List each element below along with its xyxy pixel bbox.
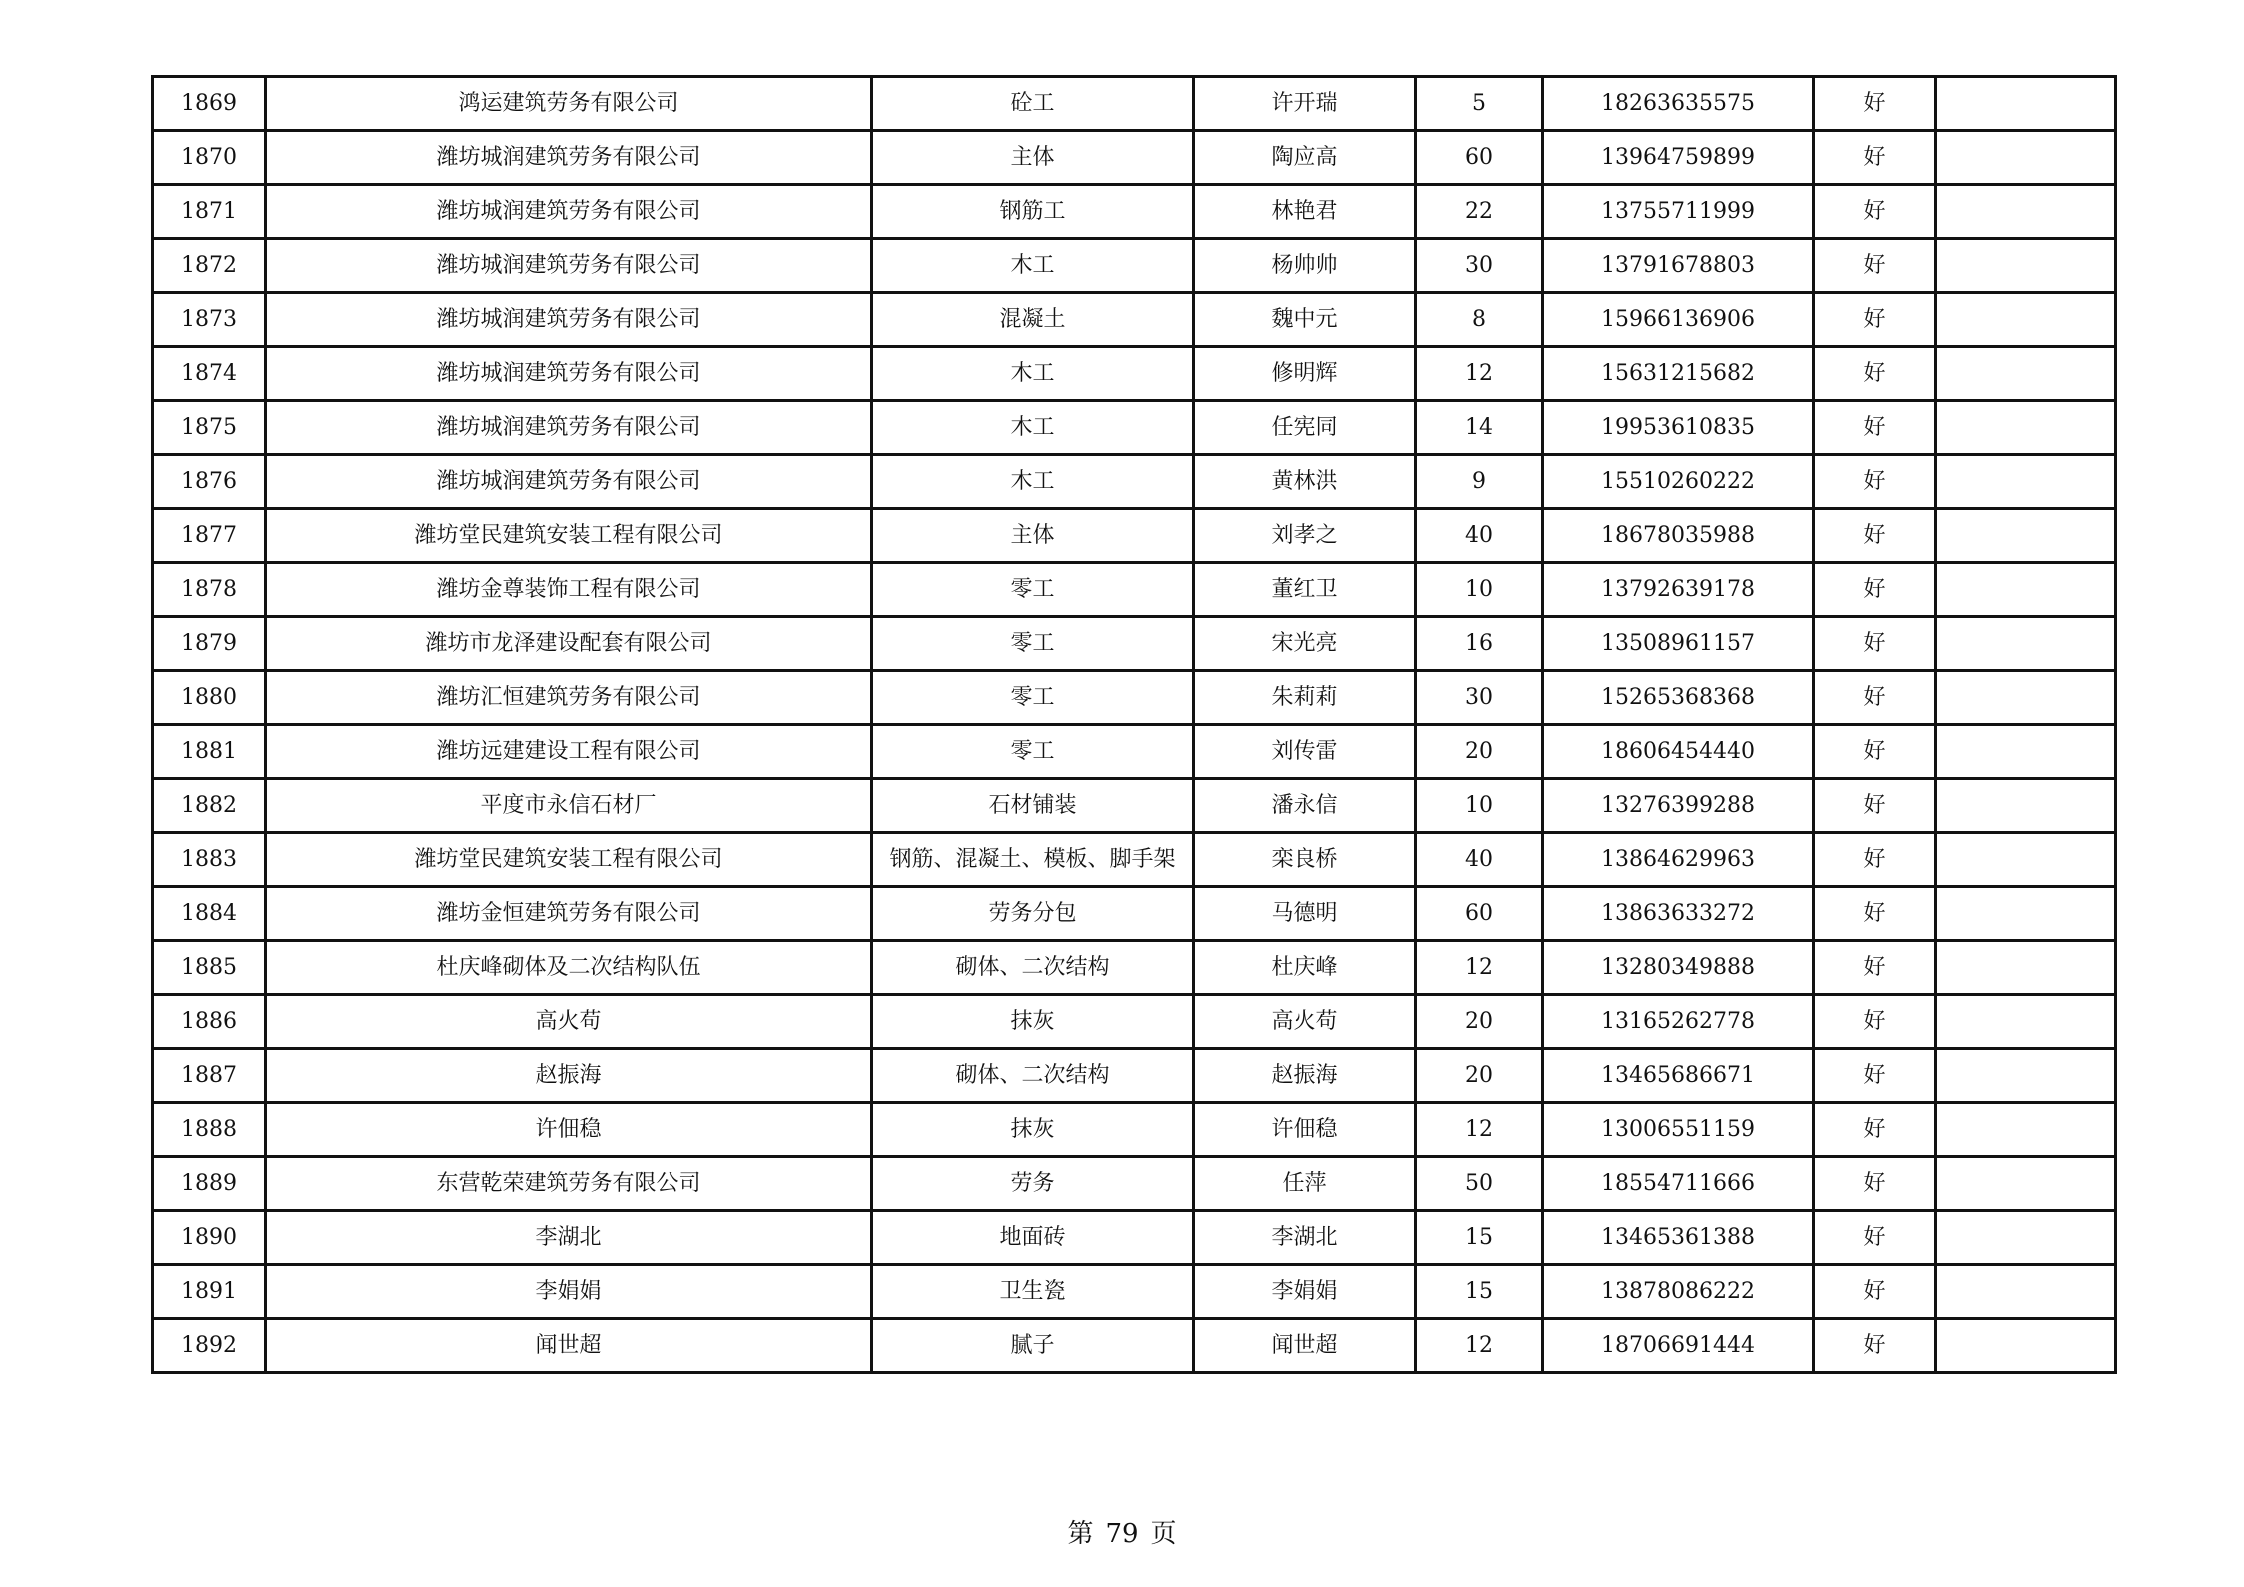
- headcount-cell: 40: [1416, 833, 1543, 887]
- contact-cell: 李娟娟: [1194, 1265, 1416, 1319]
- row-number-cell: 1875: [153, 401, 266, 455]
- row-number-cell: 1881: [153, 725, 266, 779]
- contact-cell: 马德明: [1194, 887, 1416, 941]
- rating-cell: 好: [1814, 833, 1936, 887]
- trade-cell: 零工: [872, 617, 1194, 671]
- headcount-cell: 16: [1416, 617, 1543, 671]
- rating-cell: 好: [1814, 455, 1936, 509]
- headcount-cell: 22: [1416, 185, 1543, 239]
- row-number-cell: 1880: [153, 671, 266, 725]
- company-cell: 高火苟: [266, 995, 872, 1049]
- table-row: [153, 833, 2116, 887]
- trade-cell: 砼工: [872, 77, 1194, 131]
- phone-cell: 13792639178: [1543, 563, 1814, 617]
- headcount-cell: 30: [1416, 239, 1543, 293]
- row-number-cell: 1876: [153, 455, 266, 509]
- company-cell: 潍坊汇恒建筑劳务有限公司: [266, 671, 872, 725]
- rating-cell: 好: [1814, 1265, 1936, 1319]
- row-number-cell: 1878: [153, 563, 266, 617]
- contact-cell: 闻世超: [1194, 1319, 1416, 1373]
- remark-cell: [1936, 1211, 2116, 1265]
- headcount-cell: 20: [1416, 725, 1543, 779]
- rating-cell: 好: [1814, 1157, 1936, 1211]
- headcount-cell: 50: [1416, 1157, 1543, 1211]
- rating-cell: 好: [1814, 617, 1936, 671]
- contact-cell: 任宪同: [1194, 401, 1416, 455]
- headcount-cell: 30: [1416, 671, 1543, 725]
- row-number-cell: 1889: [153, 1157, 266, 1211]
- rating-cell: 好: [1814, 887, 1936, 941]
- remark-cell: [1936, 347, 2116, 401]
- phone-cell: 19953610835: [1543, 401, 1814, 455]
- contact-cell: 宋光亮: [1194, 617, 1416, 671]
- company-cell: 东营乾荣建筑劳务有限公司: [266, 1157, 872, 1211]
- trade-cell: 木工: [872, 347, 1194, 401]
- contact-cell: 任萍: [1194, 1157, 1416, 1211]
- headcount-cell: 14: [1416, 401, 1543, 455]
- row-number-cell: 1869: [153, 77, 266, 131]
- contact-cell: 李湖北: [1194, 1211, 1416, 1265]
- row-number-cell: 1877: [153, 509, 266, 563]
- contact-cell: 魏中元: [1194, 293, 1416, 347]
- company-cell: 潍坊城润建筑劳务有限公司: [266, 401, 872, 455]
- page-number: [0, 1513, 2244, 1550]
- phone-cell: 13508961157: [1543, 617, 1814, 671]
- headcount-cell: 15: [1416, 1211, 1543, 1265]
- company-cell: 平度市永信石材厂: [266, 779, 872, 833]
- table-row: [153, 239, 2116, 293]
- row-number-cell: 1879: [153, 617, 266, 671]
- headcount-cell: 8: [1416, 293, 1543, 347]
- rating-cell: 好: [1814, 185, 1936, 239]
- remark-cell: [1936, 77, 2116, 131]
- phone-cell: 13964759899: [1543, 131, 1814, 185]
- headcount-cell: 12: [1416, 1319, 1543, 1373]
- phone-cell: 13280349888: [1543, 941, 1814, 995]
- table-row: [153, 185, 2116, 239]
- company-cell: 李娟娟: [266, 1265, 872, 1319]
- row-number-cell: 1874: [153, 347, 266, 401]
- headcount-cell: 12: [1416, 1103, 1543, 1157]
- rating-cell: 好: [1814, 563, 1936, 617]
- table-row: [153, 1319, 2116, 1373]
- contact-cell: 赵振海: [1194, 1049, 1416, 1103]
- phone-cell: 15510260222: [1543, 455, 1814, 509]
- trade-cell: 零工: [872, 725, 1194, 779]
- phone-cell: 13465361388: [1543, 1211, 1814, 1265]
- phone-cell: 18706691444: [1543, 1319, 1814, 1373]
- company-cell: 杜庆峰砌体及二次结构队伍: [266, 941, 872, 995]
- row-number-cell: 1885: [153, 941, 266, 995]
- contact-cell: 许佃稳: [1194, 1103, 1416, 1157]
- trade-cell: 主体: [872, 131, 1194, 185]
- company-cell: 潍坊城润建筑劳务有限公司: [266, 455, 872, 509]
- remark-cell: [1936, 941, 2116, 995]
- trade-cell: 混凝土: [872, 293, 1194, 347]
- table-row: [153, 563, 2116, 617]
- rating-cell: 好: [1814, 1103, 1936, 1157]
- row-number-cell: 1870: [153, 131, 266, 185]
- phone-cell: 15631215682: [1543, 347, 1814, 401]
- rating-cell: 好: [1814, 1319, 1936, 1373]
- row-number-cell: 1887: [153, 1049, 266, 1103]
- table-row: [153, 77, 2116, 131]
- company-cell: 潍坊城润建筑劳务有限公司: [266, 131, 872, 185]
- phone-cell: 13863633272: [1543, 887, 1814, 941]
- row-number-cell: 1873: [153, 293, 266, 347]
- table-row: [153, 347, 2116, 401]
- phone-cell: 13864629963: [1543, 833, 1814, 887]
- phone-cell: 18263635575: [1543, 77, 1814, 131]
- table-row: [153, 1211, 2116, 1265]
- remark-cell: [1936, 401, 2116, 455]
- rating-cell: 好: [1814, 941, 1936, 995]
- rating-cell: 好: [1814, 671, 1936, 725]
- phone-cell: 13878086222: [1543, 1265, 1814, 1319]
- contact-cell: 潘永信: [1194, 779, 1416, 833]
- phone-cell: 15265368368: [1543, 671, 1814, 725]
- contact-cell: 许开瑞: [1194, 77, 1416, 131]
- table-row: [153, 1103, 2116, 1157]
- company-cell: 潍坊堂民建筑安装工程有限公司: [266, 833, 872, 887]
- page-number-value: 79: [1105, 1519, 1139, 1549]
- trade-cell: 主体: [872, 509, 1194, 563]
- phone-cell: 13276399288: [1543, 779, 1814, 833]
- trade-cell: 卫生瓷: [872, 1265, 1194, 1319]
- remark-cell: [1936, 833, 2116, 887]
- row-number-cell: 1883: [153, 833, 266, 887]
- trade-cell: 地面砖: [872, 1211, 1194, 1265]
- remark-cell: [1936, 131, 2116, 185]
- contact-cell: 杨帅帅: [1194, 239, 1416, 293]
- remark-cell: [1936, 995, 2116, 1049]
- table-row: [153, 671, 2116, 725]
- company-cell: 许佃稳: [266, 1103, 872, 1157]
- rating-cell: 好: [1814, 509, 1936, 563]
- phone-cell: 15966136906: [1543, 293, 1814, 347]
- trade-cell: 砌体、二次结构: [872, 1049, 1194, 1103]
- headcount-cell: 20: [1416, 995, 1543, 1049]
- contact-cell: 董红卫: [1194, 563, 1416, 617]
- remark-cell: [1936, 1103, 2116, 1157]
- row-number-cell: 1886: [153, 995, 266, 1049]
- remark-cell: [1936, 239, 2116, 293]
- remark-cell: [1936, 1157, 2116, 1211]
- headcount-cell: 12: [1416, 347, 1543, 401]
- rating-cell: 好: [1814, 1049, 1936, 1103]
- table-row: [153, 995, 2116, 1049]
- phone-cell: 13791678803: [1543, 239, 1814, 293]
- company-cell: 潍坊金尊装饰工程有限公司: [266, 563, 872, 617]
- headcount-cell: 60: [1416, 887, 1543, 941]
- remark-cell: [1936, 1265, 2116, 1319]
- page-suffix: 页: [1150, 1519, 1177, 1549]
- remark-cell: [1936, 563, 2116, 617]
- company-cell: 李湖北: [266, 1211, 872, 1265]
- contact-cell: 陶应高: [1194, 131, 1416, 185]
- remark-cell: [1936, 671, 2116, 725]
- headcount-cell: 10: [1416, 563, 1543, 617]
- trade-cell: 劳务: [872, 1157, 1194, 1211]
- company-cell: 潍坊城润建筑劳务有限公司: [266, 293, 872, 347]
- phone-cell: 13165262778: [1543, 995, 1814, 1049]
- rating-cell: 好: [1814, 779, 1936, 833]
- remark-cell: [1936, 1319, 2116, 1373]
- headcount-cell: 10: [1416, 779, 1543, 833]
- contact-cell: 修明辉: [1194, 347, 1416, 401]
- remark-cell: [1936, 887, 2116, 941]
- company-cell: 潍坊城润建筑劳务有限公司: [266, 347, 872, 401]
- contact-cell: 高火苟: [1194, 995, 1416, 1049]
- table-row: [153, 509, 2116, 563]
- trade-cell: 抹灰: [872, 1103, 1194, 1157]
- remark-cell: [1936, 725, 2116, 779]
- rating-cell: 好: [1814, 131, 1936, 185]
- headcount-cell: 40: [1416, 509, 1543, 563]
- contact-cell: 刘传雷: [1194, 725, 1416, 779]
- trade-cell: 木工: [872, 455, 1194, 509]
- trade-cell: 零工: [872, 563, 1194, 617]
- contact-cell: 黄林洪: [1194, 455, 1416, 509]
- row-number-cell: 1872: [153, 239, 266, 293]
- remark-cell: [1936, 455, 2116, 509]
- trade-cell: 钢筋、混凝土、模板、脚手架: [872, 833, 1194, 887]
- trade-cell: 砌体、二次结构: [872, 941, 1194, 995]
- table-row: [153, 887, 2116, 941]
- company-cell: 潍坊金恒建筑劳务有限公司: [266, 887, 872, 941]
- table-row: [153, 1265, 2116, 1319]
- trade-cell: 腻子: [872, 1319, 1194, 1373]
- headcount-cell: 20: [1416, 1049, 1543, 1103]
- trade-cell: 钢筋工: [872, 185, 1194, 239]
- row-number-cell: 1882: [153, 779, 266, 833]
- company-cell: 潍坊城润建筑劳务有限公司: [266, 185, 872, 239]
- rating-cell: 好: [1814, 1211, 1936, 1265]
- trade-cell: 木工: [872, 401, 1194, 455]
- table-row: [153, 941, 2116, 995]
- trade-cell: 木工: [872, 239, 1194, 293]
- phone-cell: 13465686671: [1543, 1049, 1814, 1103]
- table-row: [153, 401, 2116, 455]
- contact-cell: 刘孝之: [1194, 509, 1416, 563]
- table-row: [153, 293, 2116, 347]
- trade-cell: 劳务分包: [872, 887, 1194, 941]
- phone-cell: 18554711666: [1543, 1157, 1814, 1211]
- company-cell: 潍坊市龙泽建设配套有限公司: [266, 617, 872, 671]
- row-number-cell: 1891: [153, 1265, 266, 1319]
- phone-cell: 18606454440: [1543, 725, 1814, 779]
- table-row: [153, 1157, 2116, 1211]
- rating-cell: 好: [1814, 293, 1936, 347]
- table-row: [153, 455, 2116, 509]
- table-row: [153, 1049, 2116, 1103]
- page-prefix: 第: [1067, 1519, 1094, 1549]
- headcount-cell: 60: [1416, 131, 1543, 185]
- table-row: [153, 617, 2116, 671]
- remark-cell: [1936, 779, 2116, 833]
- table-row: [153, 725, 2116, 779]
- roster-table: [151, 75, 2117, 1374]
- table-row: [153, 131, 2116, 185]
- rating-cell: 好: [1814, 401, 1936, 455]
- headcount-cell: 15: [1416, 1265, 1543, 1319]
- headcount-cell: 12: [1416, 941, 1543, 995]
- headcount-cell: 5: [1416, 77, 1543, 131]
- phone-cell: 13755711999: [1543, 185, 1814, 239]
- roster-body: [153, 77, 2116, 1373]
- rating-cell: 好: [1814, 77, 1936, 131]
- row-number-cell: 1884: [153, 887, 266, 941]
- headcount-cell: 9: [1416, 455, 1543, 509]
- contact-cell: 杜庆峰: [1194, 941, 1416, 995]
- remark-cell: [1936, 1049, 2116, 1103]
- trade-cell: 石材铺装: [872, 779, 1194, 833]
- contact-cell: 林艳君: [1194, 185, 1416, 239]
- rating-cell: 好: [1814, 725, 1936, 779]
- remark-cell: [1936, 185, 2116, 239]
- rating-cell: 好: [1814, 347, 1936, 401]
- company-cell: 赵振海: [266, 1049, 872, 1103]
- contact-cell: 栾良桥: [1194, 833, 1416, 887]
- trade-cell: 零工: [872, 671, 1194, 725]
- phone-cell: 18678035988: [1543, 509, 1814, 563]
- contact-cell: 朱莉莉: [1194, 671, 1416, 725]
- trade-cell: 抹灰: [872, 995, 1194, 1049]
- company-cell: 潍坊城润建筑劳务有限公司: [266, 239, 872, 293]
- rating-cell: 好: [1814, 995, 1936, 1049]
- company-cell: 潍坊远建建设工程有限公司: [266, 725, 872, 779]
- rating-cell: 好: [1814, 239, 1936, 293]
- company-cell: 鸿运建筑劳务有限公司: [266, 77, 872, 131]
- table-row: [153, 779, 2116, 833]
- row-number-cell: 1871: [153, 185, 266, 239]
- row-number-cell: 1890: [153, 1211, 266, 1265]
- remark-cell: [1936, 509, 2116, 563]
- remark-cell: [1936, 617, 2116, 671]
- company-cell: 闻世超: [266, 1319, 872, 1373]
- row-number-cell: 1892: [153, 1319, 266, 1373]
- remark-cell: [1936, 293, 2116, 347]
- company-cell: 潍坊堂民建筑安装工程有限公司: [266, 509, 872, 563]
- phone-cell: 13006551159: [1543, 1103, 1814, 1157]
- row-number-cell: 1888: [153, 1103, 266, 1157]
